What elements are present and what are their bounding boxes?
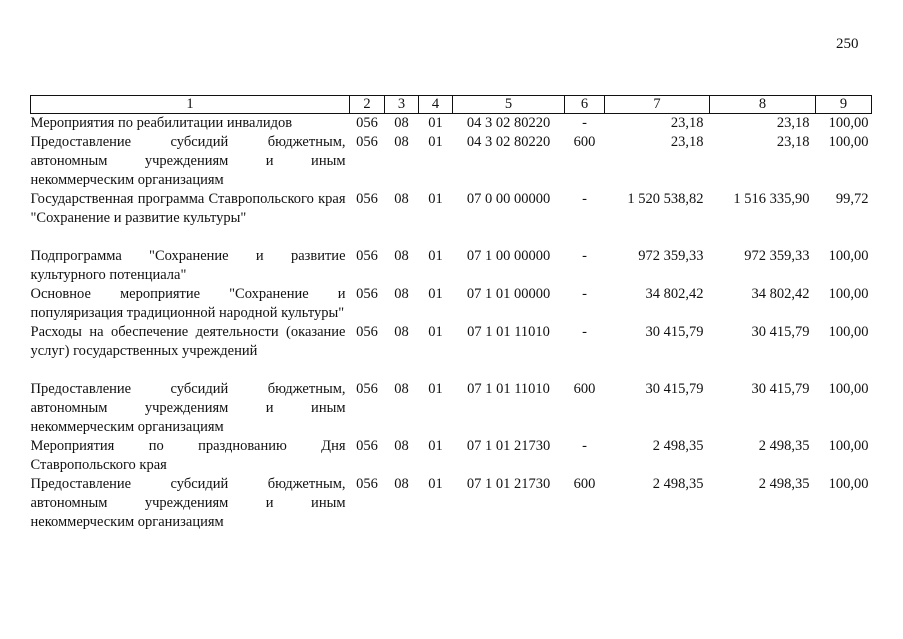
row-ministry-code: 056 <box>356 286 378 302</box>
column-header-7: 7 <box>605 96 710 114</box>
row-percent: 100,00 <box>828 324 869 340</box>
row-ministry-code: 056 <box>356 476 378 492</box>
row-target-code: 04 3 02 80220 <box>466 134 551 150</box>
row-target-code: 07 1 01 00000 <box>466 286 551 302</box>
row-name: Расходы на обеспечение деятельности (оказание услуг) государственных учреждений <box>30 324 346 359</box>
table-row <box>31 114 872 134</box>
row-subsection-code: 01 <box>428 248 443 264</box>
row-name: Мероприятия по реабилитации инвалидов <box>30 115 293 131</box>
row-planned: 1 520 538,82 <box>627 191 704 207</box>
row-ministry-code: 056 <box>356 191 378 207</box>
row-ministry-code: 056 <box>356 438 378 454</box>
budget-table <box>30 95 872 532</box>
row-target-code: 07 1 01 11010 <box>467 324 550 340</box>
row-planned: 2 498,35 <box>652 438 704 454</box>
row-section-code: 08 <box>394 324 409 340</box>
row-expense-type: - <box>582 286 587 302</box>
row-section-code: 08 <box>394 438 409 454</box>
row-section-code: 08 <box>394 134 409 150</box>
row-expense-type: 600 <box>573 381 596 397</box>
row-expense-type: - <box>582 324 587 340</box>
row-ministry-code: 056 <box>356 324 378 340</box>
row-executed: 30 415,79 <box>751 324 810 340</box>
row-ministry-code: 056 <box>356 115 378 131</box>
row-percent: 100,00 <box>828 134 869 150</box>
row-expense-type: - <box>582 438 587 454</box>
row-expense-type: 600 <box>573 134 596 150</box>
table-row <box>31 323 872 380</box>
row-subsection-code: 01 <box>428 324 443 340</box>
row-target-code: 07 0 00 00000 <box>466 191 551 207</box>
row-target-code: 07 1 01 21730 <box>466 438 551 454</box>
row-executed: 30 415,79 <box>751 381 810 397</box>
row-subsection-code: 01 <box>428 115 443 131</box>
row-target-code: 07 1 00 00000 <box>466 248 551 264</box>
table-row <box>31 475 872 532</box>
row-subsection-code: 01 <box>428 286 443 302</box>
table-row <box>31 190 872 247</box>
row-target-code: 04 3 02 80220 <box>466 115 551 131</box>
row-executed: 1 516 335,90 <box>733 191 810 207</box>
row-name: Подпрограмма "Сохранение и развитие культурного потенциала" <box>30 248 346 283</box>
row-planned: 34 802,42 <box>645 286 704 302</box>
column-header-1: 1 <box>31 96 350 114</box>
row-executed: 23,18 <box>776 115 810 131</box>
table-row <box>31 437 872 475</box>
row-expense-type: 600 <box>573 476 596 492</box>
row-planned: 23,18 <box>670 134 704 150</box>
row-ministry-code: 056 <box>356 381 378 397</box>
column-header-2: 2 <box>350 96 385 114</box>
row-ministry-code: 056 <box>356 248 378 264</box>
row-executed: 2 498,35 <box>758 438 810 454</box>
column-header-4: 4 <box>419 96 453 114</box>
table-header-row <box>31 96 872 114</box>
row-executed: 34 802,42 <box>751 286 810 302</box>
row-planned: 30 415,79 <box>645 324 704 340</box>
row-name: Мероприятия по празднованию Дня Ставропольского края <box>30 438 346 473</box>
page-number: 250 <box>836 36 859 52</box>
row-percent: 100,00 <box>828 381 869 397</box>
row-percent: 99,72 <box>835 191 869 207</box>
row-target-code: 07 1 01 21730 <box>466 476 551 492</box>
row-planned: 30 415,79 <box>645 381 704 397</box>
row-section-code: 08 <box>394 476 409 492</box>
row-percent: 100,00 <box>828 476 869 492</box>
row-name: Государственная программа Ставропольского края "Сохранение и развитие культуры" <box>30 191 346 226</box>
row-executed: 23,18 <box>776 134 810 150</box>
column-header-9: 9 <box>816 96 872 114</box>
row-executed: 972 359,33 <box>744 248 810 264</box>
table-row <box>31 247 872 285</box>
row-percent: 100,00 <box>828 286 869 302</box>
row-subsection-code: 01 <box>428 476 443 492</box>
row-percent: 100,00 <box>828 248 869 264</box>
table-row <box>31 380 872 437</box>
row-name: Предоставление субсидий бюджетным, автономным учреждениям и иным некоммерческим организациям <box>30 134 346 188</box>
column-header-8: 8 <box>710 96 816 114</box>
table-row <box>31 285 872 323</box>
row-expense-type: - <box>582 248 587 264</box>
column-header-3: 3 <box>385 96 419 114</box>
row-target-code: 07 1 01 11010 <box>467 381 550 397</box>
table-row <box>31 133 872 190</box>
row-subsection-code: 01 <box>428 134 443 150</box>
row-expense-type: - <box>582 115 587 131</box>
row-section-code: 08 <box>394 115 409 131</box>
row-expense-type: - <box>582 191 587 207</box>
row-executed: 2 498,35 <box>758 476 810 492</box>
row-planned: 972 359,33 <box>638 248 704 264</box>
row-section-code: 08 <box>394 248 409 264</box>
row-section-code: 08 <box>394 286 409 302</box>
row-ministry-code: 056 <box>356 134 378 150</box>
row-subsection-code: 01 <box>428 381 443 397</box>
row-section-code: 08 <box>394 381 409 397</box>
column-header-5: 5 <box>453 96 565 114</box>
row-planned: 2 498,35 <box>652 476 704 492</box>
row-percent: 100,00 <box>828 438 869 454</box>
row-subsection-code: 01 <box>428 191 443 207</box>
row-planned: 23,18 <box>670 115 704 131</box>
row-percent: 100,00 <box>828 115 869 131</box>
row-subsection-code: 01 <box>428 438 443 454</box>
row-name: Предоставление субсидий бюджетным, автономным учреждениям и иным некоммерческим организациям <box>30 476 346 530</box>
row-name: Предоставление субсидий бюджетным, автономным учреждениям и иным некоммерческим организациям <box>30 381 346 435</box>
row-section-code: 08 <box>394 191 409 207</box>
row-name: Основное мероприятие "Сохранение и популяризация традиционной народной культуры" <box>30 286 346 321</box>
column-header-6: 6 <box>565 96 605 114</box>
